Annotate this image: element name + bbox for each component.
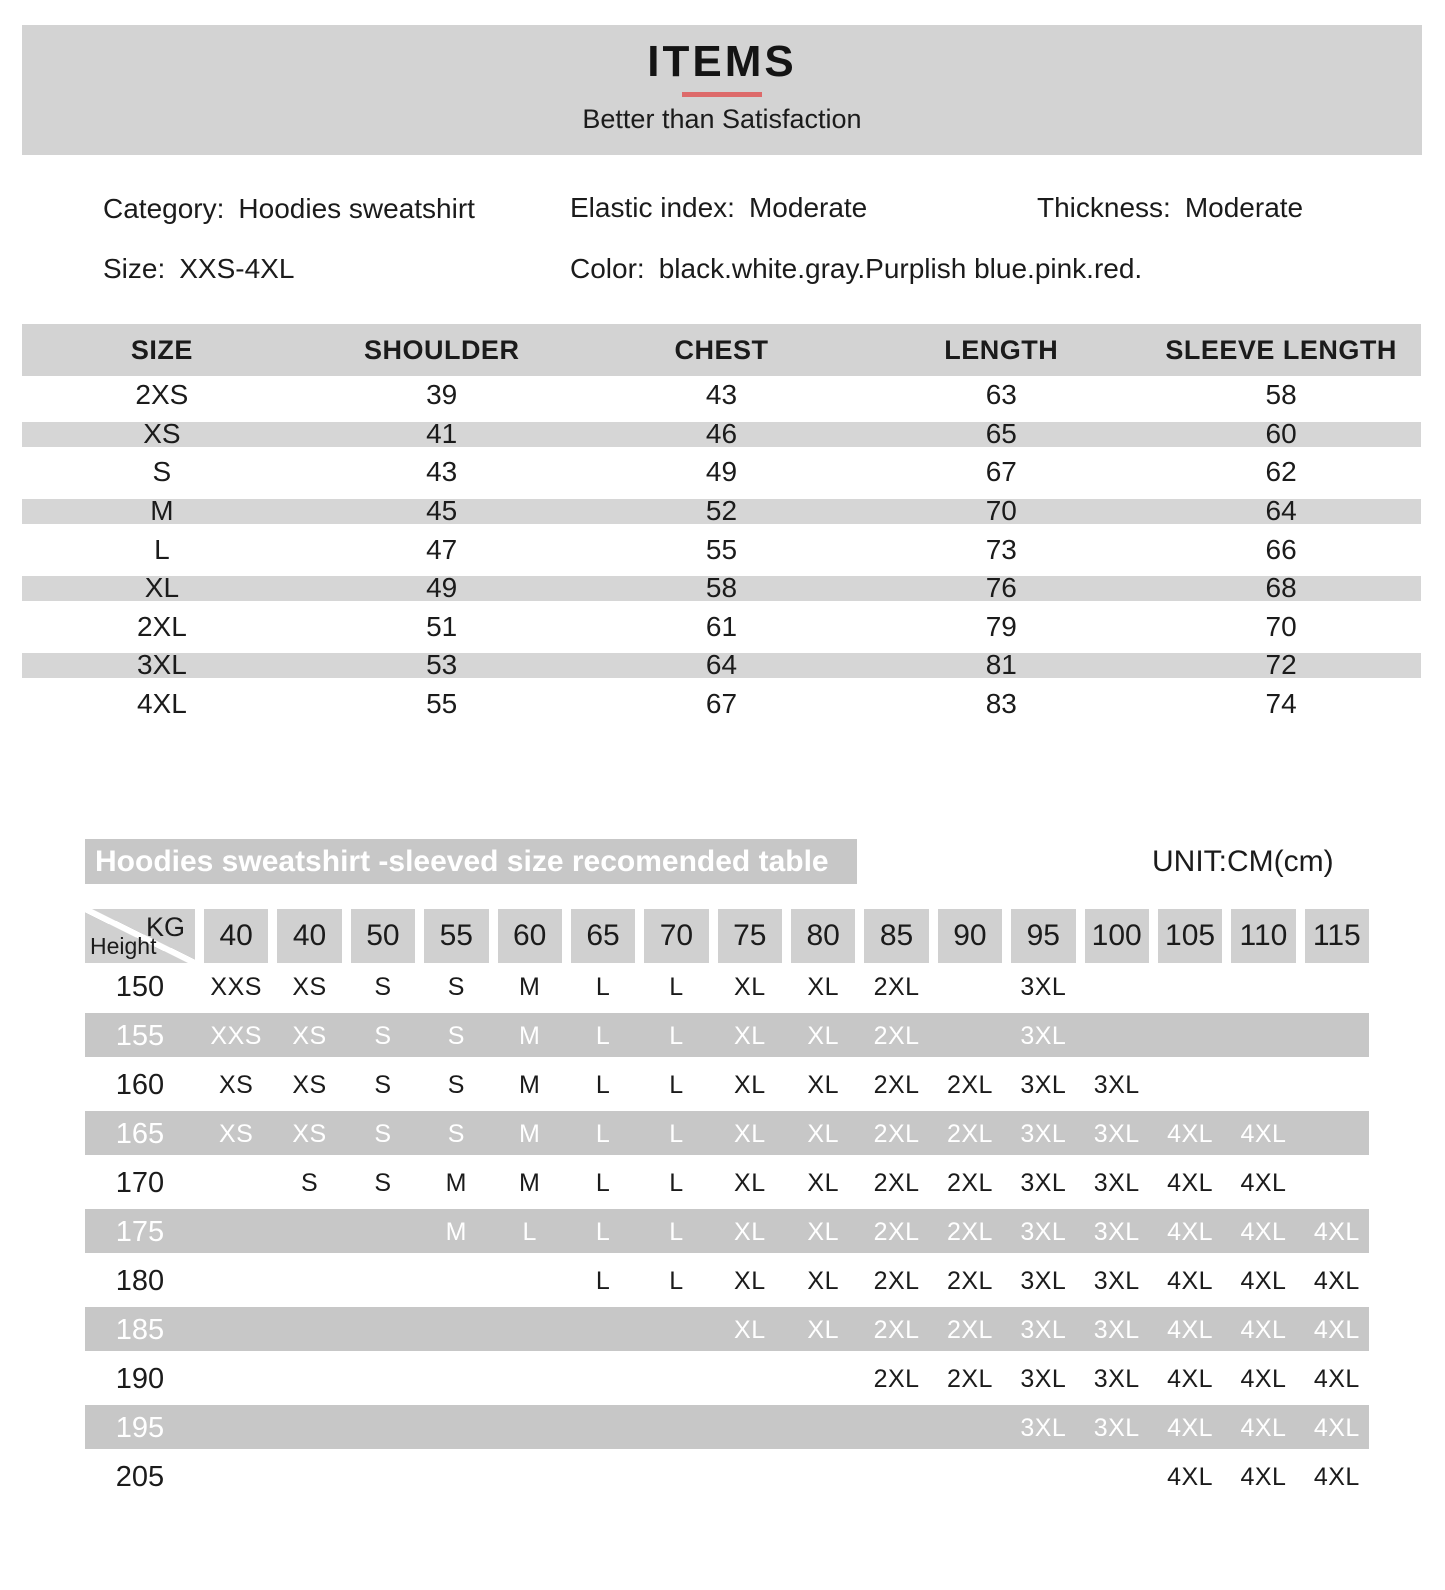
- rec-table-size-cell: 4XL: [1167, 1120, 1214, 1148]
- rec-table-size-cell: 3XL: [1020, 1316, 1067, 1344]
- info-category: [103, 193, 475, 225]
- rec-table-kg-cell: 55: [424, 909, 488, 963]
- rec-table-kg-cell: 50: [351, 909, 415, 963]
- rec-table-kg-cell: 105: [1158, 909, 1222, 963]
- rec-table-size-cell: S: [374, 1120, 392, 1148]
- info-size-label: Size:: [103, 253, 166, 284]
- rec-table-size-cell: XS: [292, 973, 327, 1001]
- rec-table-kg-cell: 85: [864, 909, 928, 963]
- size-table-row: [22, 376, 1421, 415]
- rec-table-row: [85, 1257, 1369, 1306]
- size-table-cell: 81: [985, 649, 1017, 681]
- rec-table-kg-cell: 110: [1231, 909, 1295, 963]
- rec-table-height-cell: 170: [115, 1167, 165, 1199]
- size-table-cell: 49: [705, 456, 738, 488]
- rec-table-size-cell: 3XL: [1020, 973, 1067, 1001]
- size-table-row: [22, 492, 1421, 531]
- rec-table-size-cell: 4XL: [1167, 1463, 1214, 1491]
- rec-table-size-cell: 4XL: [1240, 1120, 1287, 1148]
- rec-table-size-cell: 4XL: [1240, 1218, 1287, 1246]
- size-table-cell: 63: [985, 379, 1017, 411]
- size-table-cell: 64: [705, 649, 738, 681]
- rec-table-size-cell: XL: [734, 1267, 766, 1295]
- rec-table-size-cell: 4XL: [1167, 1365, 1214, 1393]
- rec-table-size-cell: L: [669, 1267, 684, 1295]
- rec-table-size-cell: XL: [807, 1267, 839, 1295]
- rec-table-header: [85, 909, 1369, 963]
- title-underline: [682, 92, 762, 97]
- rec-table-size-cell: L: [669, 1218, 684, 1246]
- size-table-header-cell: SHOULDER: [363, 334, 520, 365]
- size-table-cell: 2XL: [136, 610, 187, 642]
- info-category-label: Category:: [103, 193, 225, 224]
- rec-table: [85, 909, 1369, 1502]
- size-table-cell: L: [154, 533, 170, 565]
- rec-table-size-cell: 2XL: [873, 1267, 920, 1295]
- rec-table-size-cell: 3XL: [1093, 1365, 1140, 1393]
- info-color: [570, 253, 1142, 285]
- rec-table-height-cell: 150: [115, 971, 165, 1003]
- rec-table-size-cell: 3XL: [1020, 1071, 1067, 1099]
- rec-table-size-cell: XL: [734, 1120, 766, 1148]
- info-elastic-label: Elastic index:: [570, 192, 735, 223]
- rec-table-size-cell: 3XL: [1020, 1120, 1067, 1148]
- rec-table-size-cell: 2XL: [873, 1316, 920, 1344]
- rec-table-size-cell: M: [445, 1218, 467, 1246]
- size-table-cell: M: [150, 495, 174, 527]
- size-table-cell: 41: [426, 417, 458, 449]
- rec-table-size-cell: L: [595, 1218, 611, 1246]
- rec-table-size-cell: L: [522, 1218, 537, 1246]
- rec-table-size-cell: 3XL: [1093, 1414, 1140, 1442]
- rec-table-height-cell: 205: [115, 1461, 165, 1493]
- size-table-cell: 64: [1265, 495, 1297, 527]
- rec-table-size-cell: S: [447, 1120, 465, 1148]
- rec-table-size-cell: 3XL: [1020, 1414, 1067, 1442]
- rec-table-row: [85, 1159, 1369, 1208]
- rec-table-size-cell: 2XL: [873, 1022, 920, 1050]
- rec-table-row: [85, 1355, 1369, 1404]
- rec-table-size-cell: 4XL: [1313, 1316, 1360, 1344]
- size-table-cell: 73: [985, 533, 1017, 565]
- rec-table-size-cell: 4XL: [1313, 1218, 1360, 1246]
- size-table-cell: 3XL: [136, 649, 187, 681]
- rec-table-size-cell: 4XL: [1240, 1365, 1287, 1393]
- rec-table-kg-cell: 40: [277, 909, 341, 963]
- rec-table-row: [85, 963, 1369, 1012]
- info-color-label: Color:: [570, 253, 645, 284]
- rec-table-kg-cell: 95: [1011, 909, 1075, 963]
- size-table-cell: 58: [705, 572, 738, 604]
- size-table-cell: 62: [1265, 456, 1297, 488]
- rec-table-row: [85, 1110, 1369, 1159]
- rec-table-height-cell: 180: [115, 1265, 165, 1297]
- size-table-body: [22, 376, 1421, 723]
- rec-table-row: [85, 1061, 1369, 1110]
- corner-height-label: Height: [90, 933, 157, 959]
- rec-table-size-cell: 2XL: [946, 1120, 993, 1148]
- rec-table-size-cell: 4XL: [1167, 1169, 1214, 1197]
- rec-table-size-cell: 3XL: [1093, 1218, 1140, 1246]
- rec-table-size-cell: 4XL: [1167, 1414, 1214, 1442]
- size-table-cell: 49: [426, 572, 458, 604]
- size-table-row: [22, 569, 1421, 608]
- rec-table-size-cell: 3XL: [1020, 1169, 1067, 1197]
- size-table-cell: S: [152, 456, 172, 488]
- rec-table-size-cell: 2XL: [873, 1218, 920, 1246]
- rec-table-size-cell: 2XL: [873, 1169, 920, 1197]
- rec-table-size-cell: 2XL: [873, 1071, 920, 1099]
- rec-table-size-cell: 3XL: [1093, 1316, 1140, 1344]
- rec-table-kg-cell: 70: [644, 909, 708, 963]
- rec-table-size-cell: XL: [807, 1218, 839, 1246]
- rec-table-size-cell: XS: [219, 1071, 254, 1099]
- size-table-cell: 58: [1265, 379, 1297, 411]
- rec-table-size-cell: 3XL: [1020, 1022, 1067, 1050]
- rec-table-size-cell: 4XL: [1313, 1365, 1360, 1393]
- info-color-value: black.white.gray.Purplish blue.pink.red.: [658, 253, 1143, 284]
- rec-table-height-cell: 160: [115, 1069, 165, 1101]
- rec-table-size-cell: XL: [734, 1022, 766, 1050]
- rec-table-size-cell: L: [669, 1120, 684, 1148]
- rec-table-size-cell: 3XL: [1093, 1267, 1140, 1295]
- rec-table-size-cell: M: [519, 1169, 541, 1197]
- rec-table-size-cell: M: [519, 1022, 541, 1050]
- rec-table-size-cell: 4XL: [1240, 1169, 1287, 1197]
- rec-table-size-cell: M: [519, 1071, 541, 1099]
- size-table-cell: 67: [705, 688, 738, 720]
- rec-table-size-cell: XS: [292, 1071, 327, 1099]
- rec-table-size-cell: 4XL: [1167, 1267, 1214, 1295]
- size-table-cell: 52: [705, 495, 738, 527]
- size-table-cell: 47: [426, 533, 458, 565]
- size-table-header: [22, 324, 1421, 376]
- rec-table-size-cell: S: [374, 1169, 392, 1197]
- size-table-header-cell: LENGTH: [944, 334, 1059, 365]
- rec-table-height-cell: 195: [115, 1412, 165, 1444]
- rec-table-height-cell: 155: [115, 1020, 165, 1052]
- info-size: [103, 253, 294, 285]
- size-table-cell: 72: [1265, 649, 1297, 681]
- size-table: [22, 324, 1421, 723]
- size-table-cell: 67: [985, 456, 1017, 488]
- info-thickness-value: Moderate: [1184, 192, 1304, 223]
- size-table-cell: 74: [1265, 688, 1297, 720]
- rec-table-kg-cell: 115: [1305, 909, 1369, 963]
- size-table-cell: 2XS: [135, 379, 189, 411]
- size-table-cell: 51: [426, 610, 458, 642]
- rec-table-size-cell: S: [374, 1071, 392, 1099]
- size-table-row: [22, 685, 1421, 724]
- rec-table-height-cell: 175: [115, 1216, 165, 1248]
- page-subtitle: Better than Satisfaction: [582, 104, 862, 134]
- rec-table-size-cell: XS: [219, 1120, 254, 1148]
- rec-table-size-cell: XL: [734, 1316, 766, 1344]
- info-size-value: XXS-4XL: [179, 253, 295, 284]
- rec-table-size-cell: 3XL: [1020, 1365, 1067, 1393]
- info-thickness-label: Thickness:: [1037, 192, 1171, 223]
- rec-table-size-cell: XXS: [210, 973, 262, 1001]
- rec-table-size-cell: 3XL: [1093, 1071, 1140, 1099]
- rec-table-size-cell: 2XL: [946, 1169, 993, 1197]
- rec-table-kg-cell: 80: [791, 909, 855, 963]
- rec-table-size-cell: XL: [807, 1071, 839, 1099]
- size-table-cell: XL: [144, 572, 180, 604]
- rec-table-size-cell: 2XL: [873, 973, 920, 1001]
- size-table-header-cell: SLEEVE LENGTH: [1165, 334, 1397, 365]
- info-elastic-index: [570, 192, 867, 224]
- size-table-cell: 4XL: [136, 688, 187, 720]
- size-table-cell: 79: [985, 610, 1017, 642]
- rec-table-size-cell: XL: [807, 1022, 839, 1050]
- rec-table-row: [85, 1453, 1369, 1502]
- rec-table-size-cell: S: [447, 1071, 465, 1099]
- rec-table-size-cell: XL: [734, 1071, 766, 1099]
- rec-table-size-cell: 4XL: [1313, 1414, 1360, 1442]
- rec-table-size-cell: XL: [807, 973, 839, 1001]
- rec-table-size-cell: L: [595, 1071, 611, 1099]
- rec-table-size-cell: 2XL: [946, 1365, 993, 1393]
- rec-table-size-cell: L: [595, 1120, 611, 1148]
- rec-table-size-cell: 4XL: [1240, 1463, 1287, 1491]
- size-table-header-cell: SIZE: [130, 334, 193, 365]
- rec-table-size-cell: 2XL: [946, 1316, 993, 1344]
- rec-table-corner-cell: [85, 909, 195, 963]
- size-table-header-cell: CHEST: [674, 334, 769, 365]
- rec-table-kg-cell: 40: [204, 909, 268, 963]
- rec-table-size-cell: 2XL: [873, 1365, 920, 1393]
- info-category-value: Hoodies sweatshirt: [238, 193, 475, 224]
- size-table-cell: 55: [426, 688, 458, 720]
- rec-table-size-cell: 3XL: [1020, 1218, 1067, 1246]
- rec-table-size-cell: 4XL: [1167, 1316, 1214, 1344]
- rec-table-title: Hoodies sweatshirt -sleeved size recomended table: [85, 839, 857, 884]
- size-table-cell: 53: [426, 649, 458, 681]
- header-banner: [22, 25, 1422, 155]
- rec-table-size-cell: XXS: [210, 1022, 262, 1050]
- rec-table-height-cell: 185: [115, 1314, 165, 1346]
- rec-table-kg-cell: 60: [498, 909, 562, 963]
- rec-table-size-cell: 4XL: [1313, 1267, 1360, 1295]
- rec-table-size-cell: M: [519, 1120, 541, 1148]
- size-table-cell: XS: [143, 417, 181, 449]
- size-table-row: [22, 608, 1421, 647]
- rec-table-size-cell: L: [669, 1071, 684, 1099]
- size-table-cell: 55: [705, 533, 738, 565]
- size-table-cell: 61: [705, 610, 738, 642]
- rec-table-size-cell: 4XL: [1240, 1267, 1287, 1295]
- rec-table-size-cell: 4XL: [1313, 1463, 1360, 1491]
- rec-table-size-cell: 2XL: [946, 1267, 993, 1295]
- rec-table-size-cell: S: [300, 1169, 319, 1197]
- size-table-cell: 43: [705, 379, 738, 411]
- rec-table-row: [85, 1306, 1369, 1355]
- rec-table-size-cell: S: [374, 1022, 392, 1050]
- size-table-cell: 39: [426, 379, 458, 411]
- size-table-cell: 43: [426, 456, 458, 488]
- size-table-cell: 60: [1265, 417, 1297, 449]
- rec-table-size-cell: 2XL: [946, 1071, 993, 1099]
- rec-table-size-cell: 3XL: [1093, 1169, 1140, 1197]
- rec-table-size-cell: XL: [734, 1169, 766, 1197]
- rec-table-size-cell: XS: [292, 1120, 327, 1148]
- rec-table-size-cell: 4XL: [1240, 1316, 1287, 1344]
- size-table-row: [22, 415, 1421, 454]
- rec-table-size-cell: L: [595, 1169, 611, 1197]
- rec-table-size-cell: S: [374, 973, 392, 1001]
- rec-table-size-cell: L: [595, 1267, 611, 1295]
- size-table-row: [22, 530, 1421, 569]
- size-table-cell: 70: [1265, 610, 1297, 642]
- rec-table-size-cell: L: [669, 1169, 684, 1197]
- rec-table-size-cell: 3XL: [1020, 1267, 1067, 1295]
- rec-table-row: [85, 1012, 1369, 1061]
- size-table-cell: 76: [985, 572, 1017, 604]
- rec-table-kg-cell: 100: [1085, 909, 1149, 963]
- size-table-cell: 68: [1265, 572, 1297, 604]
- rec-table-body: [85, 963, 1369, 1502]
- size-table-row: [22, 646, 1421, 685]
- size-table-cell: 45: [426, 495, 458, 527]
- info-elastic-value: Moderate: [748, 192, 868, 223]
- rec-table-size-cell: 2XL: [873, 1120, 920, 1148]
- rec-table-height-cell: 190: [115, 1363, 165, 1395]
- rec-table-size-cell: L: [669, 973, 684, 1001]
- rec-table-size-cell: 2XL: [946, 1218, 993, 1246]
- size-table-cell: 46: [705, 417, 738, 449]
- rec-table-size-cell: 3XL: [1093, 1120, 1140, 1148]
- rec-table-kg-cell: 90: [938, 909, 1002, 963]
- rec-table-size-cell: XL: [807, 1169, 839, 1197]
- rec-table-size-cell: XS: [292, 1022, 327, 1050]
- rec-table-size-cell: L: [595, 1022, 611, 1050]
- rec-table-row: [85, 1208, 1369, 1257]
- size-table-cell: 65: [985, 417, 1017, 449]
- size-table-row: [22, 453, 1421, 492]
- rec-table-height-cell: 165: [115, 1118, 165, 1150]
- rec-table-size-cell: L: [669, 1022, 684, 1050]
- size-table-cell: 66: [1265, 533, 1297, 565]
- rec-table-size-cell: XL: [734, 1218, 766, 1246]
- size-table-cell: 70: [985, 495, 1017, 527]
- corner-kg-label: KG: [145, 912, 185, 942]
- rec-table-size-cell: XL: [734, 973, 766, 1001]
- info-thickness: [1037, 192, 1303, 224]
- rec-table-size-cell: 4XL: [1167, 1218, 1214, 1246]
- rec-table-size-cell: M: [519, 973, 541, 1001]
- rec-table-kg-cell: 65: [571, 909, 635, 963]
- rec-table-size-cell: S: [447, 973, 465, 1001]
- page-title: ITEMS: [647, 37, 797, 86]
- rec-table-size-cell: XL: [807, 1120, 839, 1148]
- unit-label: UNIT:CM(cm): [1152, 845, 1334, 878]
- size-table-cell: 83: [985, 688, 1017, 720]
- rec-table-size-cell: S: [447, 1022, 465, 1050]
- rec-table-size-cell: M: [445, 1169, 467, 1197]
- rec-table-row: [85, 1404, 1369, 1453]
- rec-table-size-cell: 4XL: [1240, 1414, 1287, 1442]
- rec-table-size-cell: XL: [807, 1316, 839, 1344]
- rec-table-size-cell: L: [595, 973, 611, 1001]
- rec-table-kg-cell: 75: [718, 909, 782, 963]
